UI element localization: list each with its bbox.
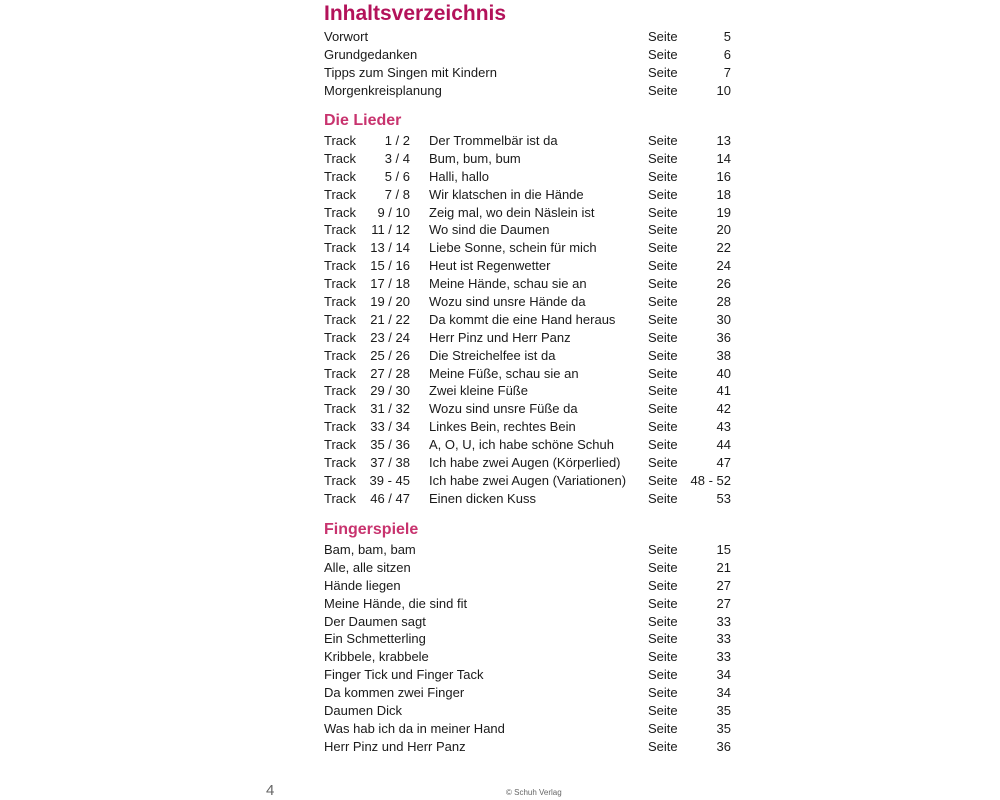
seite-label: Seite [648,559,678,575]
song-row [324,293,734,311]
fingerspiel-row [324,559,734,577]
seite-label: Seite [648,595,678,611]
page-ref: 5 [723,29,731,44]
entry-title: Da kommen zwei Finger [324,685,465,701]
entry-title: Grundgedanken [324,46,418,62]
track-number: 21 / 22 [370,311,410,327]
intro-row [324,82,734,100]
page-title: Inhaltsverzeichnis [324,2,507,25]
page-ref: 44 [716,437,731,453]
fingerspiel-row [324,595,734,613]
song-row [324,311,734,329]
song-title: Halli, hallo [429,168,489,184]
track-number: 37 / 38 [370,455,410,471]
seite-label: Seite [648,365,678,381]
page-ref: 6 [723,46,731,62]
page-ref: 10 [716,82,731,98]
page-ref: 42 [716,401,731,417]
track-number: 3 / 4 [384,150,410,166]
lieder-list [324,132,734,508]
song-title: Wozu sind unsre Hände da [429,294,586,310]
page-ref: 22 [716,240,731,256]
song-row [324,275,734,293]
song-title: Da kommt die eine Hand heraus [429,311,616,327]
seite-label: Seite [648,276,678,292]
track-label: Track [324,347,357,363]
track-label: Track [324,276,357,292]
page-ref: 43 [716,419,731,435]
fingerspiel-row [324,666,734,684]
track-number: 13 / 14 [370,240,410,256]
page-ref: 13 [716,133,731,148]
song-row [324,472,734,490]
entry-title: Tipps zum Singen mit Kindern [324,64,497,80]
seite-label: Seite [648,347,678,363]
track-label: Track [324,168,357,184]
seite-label: Seite [648,631,678,647]
track-number: 9 / 10 [377,204,410,220]
track-number: 19 / 20 [370,294,410,310]
page-ref: 15 [716,542,731,557]
page-ref: 20 [716,222,731,238]
track-label: Track [324,311,357,327]
page-ref: 47 [716,455,731,471]
seite-label: Seite [648,383,678,399]
seite-label: Seite [648,29,678,44]
track-number: 11 / 12 [371,222,410,238]
seite-label: Seite [648,720,678,736]
song-row [324,150,734,168]
seite-label: Seite [648,542,678,557]
page-ref: 34 [716,685,731,701]
song-title: Meine Hände, schau sie an [429,276,587,292]
track-number: 25 / 26 [370,347,410,363]
track-label: Track [324,240,357,256]
song-title: Einen dicken Kuss [429,490,536,506]
track-label: Track [324,383,357,399]
seite-label: Seite [648,311,678,327]
track-label: Track [324,365,357,381]
page-ref: 14 [716,150,731,166]
song-row [324,239,734,257]
page-ref: 33 [716,613,731,629]
song-title: Wir klatschen in die Hände [429,186,584,202]
entry-title: Meine Hände, die sind fit [324,595,468,611]
song-row [324,347,734,365]
track-label: Track [324,472,357,488]
track-label: Track [324,329,357,345]
section-title-lieder: Die Lieder [324,112,402,129]
page-ref: 33 [716,649,731,665]
song-row [324,382,734,400]
song-row [324,400,734,418]
track-number: 33 / 34 [370,419,410,435]
seite-label: Seite [648,64,678,80]
page-ref: 36 [716,329,731,345]
seite-label: Seite [648,703,678,719]
seite-label: Seite [648,46,678,62]
entry-title: Der Daumen sagt [324,613,426,629]
song-row [324,132,734,150]
seite-label: Seite [648,82,678,98]
song-row [324,204,734,222]
track-number: 39 - 45 [369,472,410,488]
seite-label: Seite [648,222,678,238]
song-row [324,329,734,347]
page-ref: 40 [716,365,731,381]
fingerspiel-row [324,613,734,631]
track-number: 15 / 16 [370,258,410,274]
track-label: Track [324,437,357,453]
seite-label: Seite [648,577,678,593]
track-number: 17 / 18 [370,276,410,292]
page-ref: 38 [716,347,731,363]
seite-label: Seite [648,294,678,310]
page-ref: 7 [723,64,731,80]
fingerspiel-row [324,541,734,559]
page-ref: 48 - 52 [690,472,731,488]
song-row [324,186,734,204]
intro-list [324,28,734,100]
seite-label: Seite [648,649,678,665]
seite-label: Seite [648,738,678,754]
fingerspiel-row [324,738,734,756]
track-number: 46 / 47 [370,490,410,506]
track-number: 7 / 8 [384,186,410,202]
song-title: Herr Pinz und Herr Panz [429,329,571,345]
track-label: Track [324,258,357,274]
track-label: Track [324,150,357,166]
page-ref: 28 [716,294,731,310]
seite-label: Seite [648,329,678,345]
song-title: Die Streichelfee ist da [429,347,556,363]
song-row [324,418,734,436]
track-label: Track [324,401,357,417]
track-number: 23 / 24 [370,329,410,345]
track-number: 1 / 2 [384,133,410,148]
page-ref: 18 [716,186,731,202]
entry-title: Kribbele, krabbele [324,649,429,665]
page-ref: 33 [716,631,731,647]
page-ref: 34 [716,667,731,683]
song-row [324,365,734,383]
entry-title: Ein Schmetterling [324,631,426,647]
seite-label: Seite [648,168,678,184]
seite-label: Seite [648,685,678,701]
song-title: Ich habe zwei Augen (Körperlied) [429,455,621,471]
seite-label: Seite [648,613,678,629]
track-number: 5 / 6 [384,168,410,184]
song-title: Zeig mal, wo dein Näslein ist [429,204,595,220]
track-label: Track [324,294,357,310]
song-title: Der Trommelbär ist da [429,133,558,148]
song-title: Heut ist Regenwetter [429,258,551,274]
page-ref: 41 [716,383,731,399]
fingerspiel-row [324,630,734,648]
seite-label: Seite [648,204,678,220]
song-title: Zwei kleine Füße [429,383,528,399]
seite-label: Seite [648,455,678,471]
entry-title: Alle, alle sitzen [324,559,411,575]
song-row [324,490,734,508]
entry-title: Bam, bam, bam [324,542,416,557]
seite-label: Seite [648,667,678,683]
song-title: Liebe Sonne, schein für mich [429,240,597,256]
fingerspiele-list [324,541,734,756]
track-number: 35 / 36 [370,437,410,453]
page-ref: 36 [716,738,731,754]
fingerspiel-row [324,577,734,595]
song-row [324,436,734,454]
intro-row [324,64,734,82]
page-ref: 24 [716,258,731,274]
seite-label: Seite [648,419,678,435]
page-number: 4 [266,782,275,799]
seite-label: Seite [648,240,678,256]
track-number: 29 / 30 [370,383,410,399]
song-title: Linkes Bein, rechtes Bein [429,419,576,435]
track-label: Track [324,490,357,506]
track-number: 27 / 28 [370,365,410,381]
track-number: 31 / 32 [370,401,410,417]
intro-row [324,28,734,46]
song-row [324,454,734,472]
fingerspiel-row [324,648,734,666]
seite-label: Seite [648,490,678,506]
seite-label: Seite [648,401,678,417]
track-label: Track [324,419,357,435]
track-label: Track [324,222,357,238]
page-ref: 21 [716,559,731,575]
seite-label: Seite [648,186,678,202]
seite-label: Seite [648,437,678,453]
entry-title: Vorwort [324,29,369,44]
track-label: Track [324,133,357,148]
entry-title: Daumen Dick [324,703,403,719]
seite-label: Seite [648,472,678,488]
song-title: Meine Füße, schau sie an [429,365,579,381]
copyright: © Schuh Verlag [506,788,562,797]
fingerspiel-row [324,702,734,720]
song-row [324,257,734,275]
song-title: Ich habe zwei Augen (Variationen) [429,472,627,488]
seite-label: Seite [648,133,678,148]
intro-row [324,46,734,64]
seite-label: Seite [648,258,678,274]
song-title: Wozu sind unsre Füße da [429,401,578,417]
section-title-fingerspiele: Fingerspiele [324,521,419,538]
seite-label: Seite [648,150,678,166]
page-ref: 19 [716,204,731,220]
page-ref: 30 [716,311,731,327]
song-title: Wo sind die Daumen [429,222,550,238]
fingerspiel-row [324,720,734,738]
track-label: Track [324,455,357,471]
entry-title: Herr Pinz und Herr Panz [324,738,466,754]
page-ref: 53 [716,490,731,506]
page-ref: 27 [716,577,731,593]
song-title: A, O, U, ich habe schöne Schuh [429,437,614,453]
page-ref: 16 [716,168,731,184]
track-label: Track [324,204,357,220]
page-ref: 27 [716,595,731,611]
song-row [324,168,734,186]
entry-title: Morgenkreisplanung [324,82,442,98]
song-row [324,221,734,239]
page-ref: 26 [716,276,731,292]
fingerspiel-row [324,684,734,702]
entry-title: Hände liegen [324,577,401,593]
page-ref: 35 [716,720,731,736]
track-label: Track [324,186,357,202]
page-ref: 35 [716,703,731,719]
entry-title: Finger Tick und Finger Tack [324,667,484,683]
song-title: Bum, bum, bum [429,150,521,166]
entry-title: Was hab ich da in meiner Hand [324,720,505,736]
